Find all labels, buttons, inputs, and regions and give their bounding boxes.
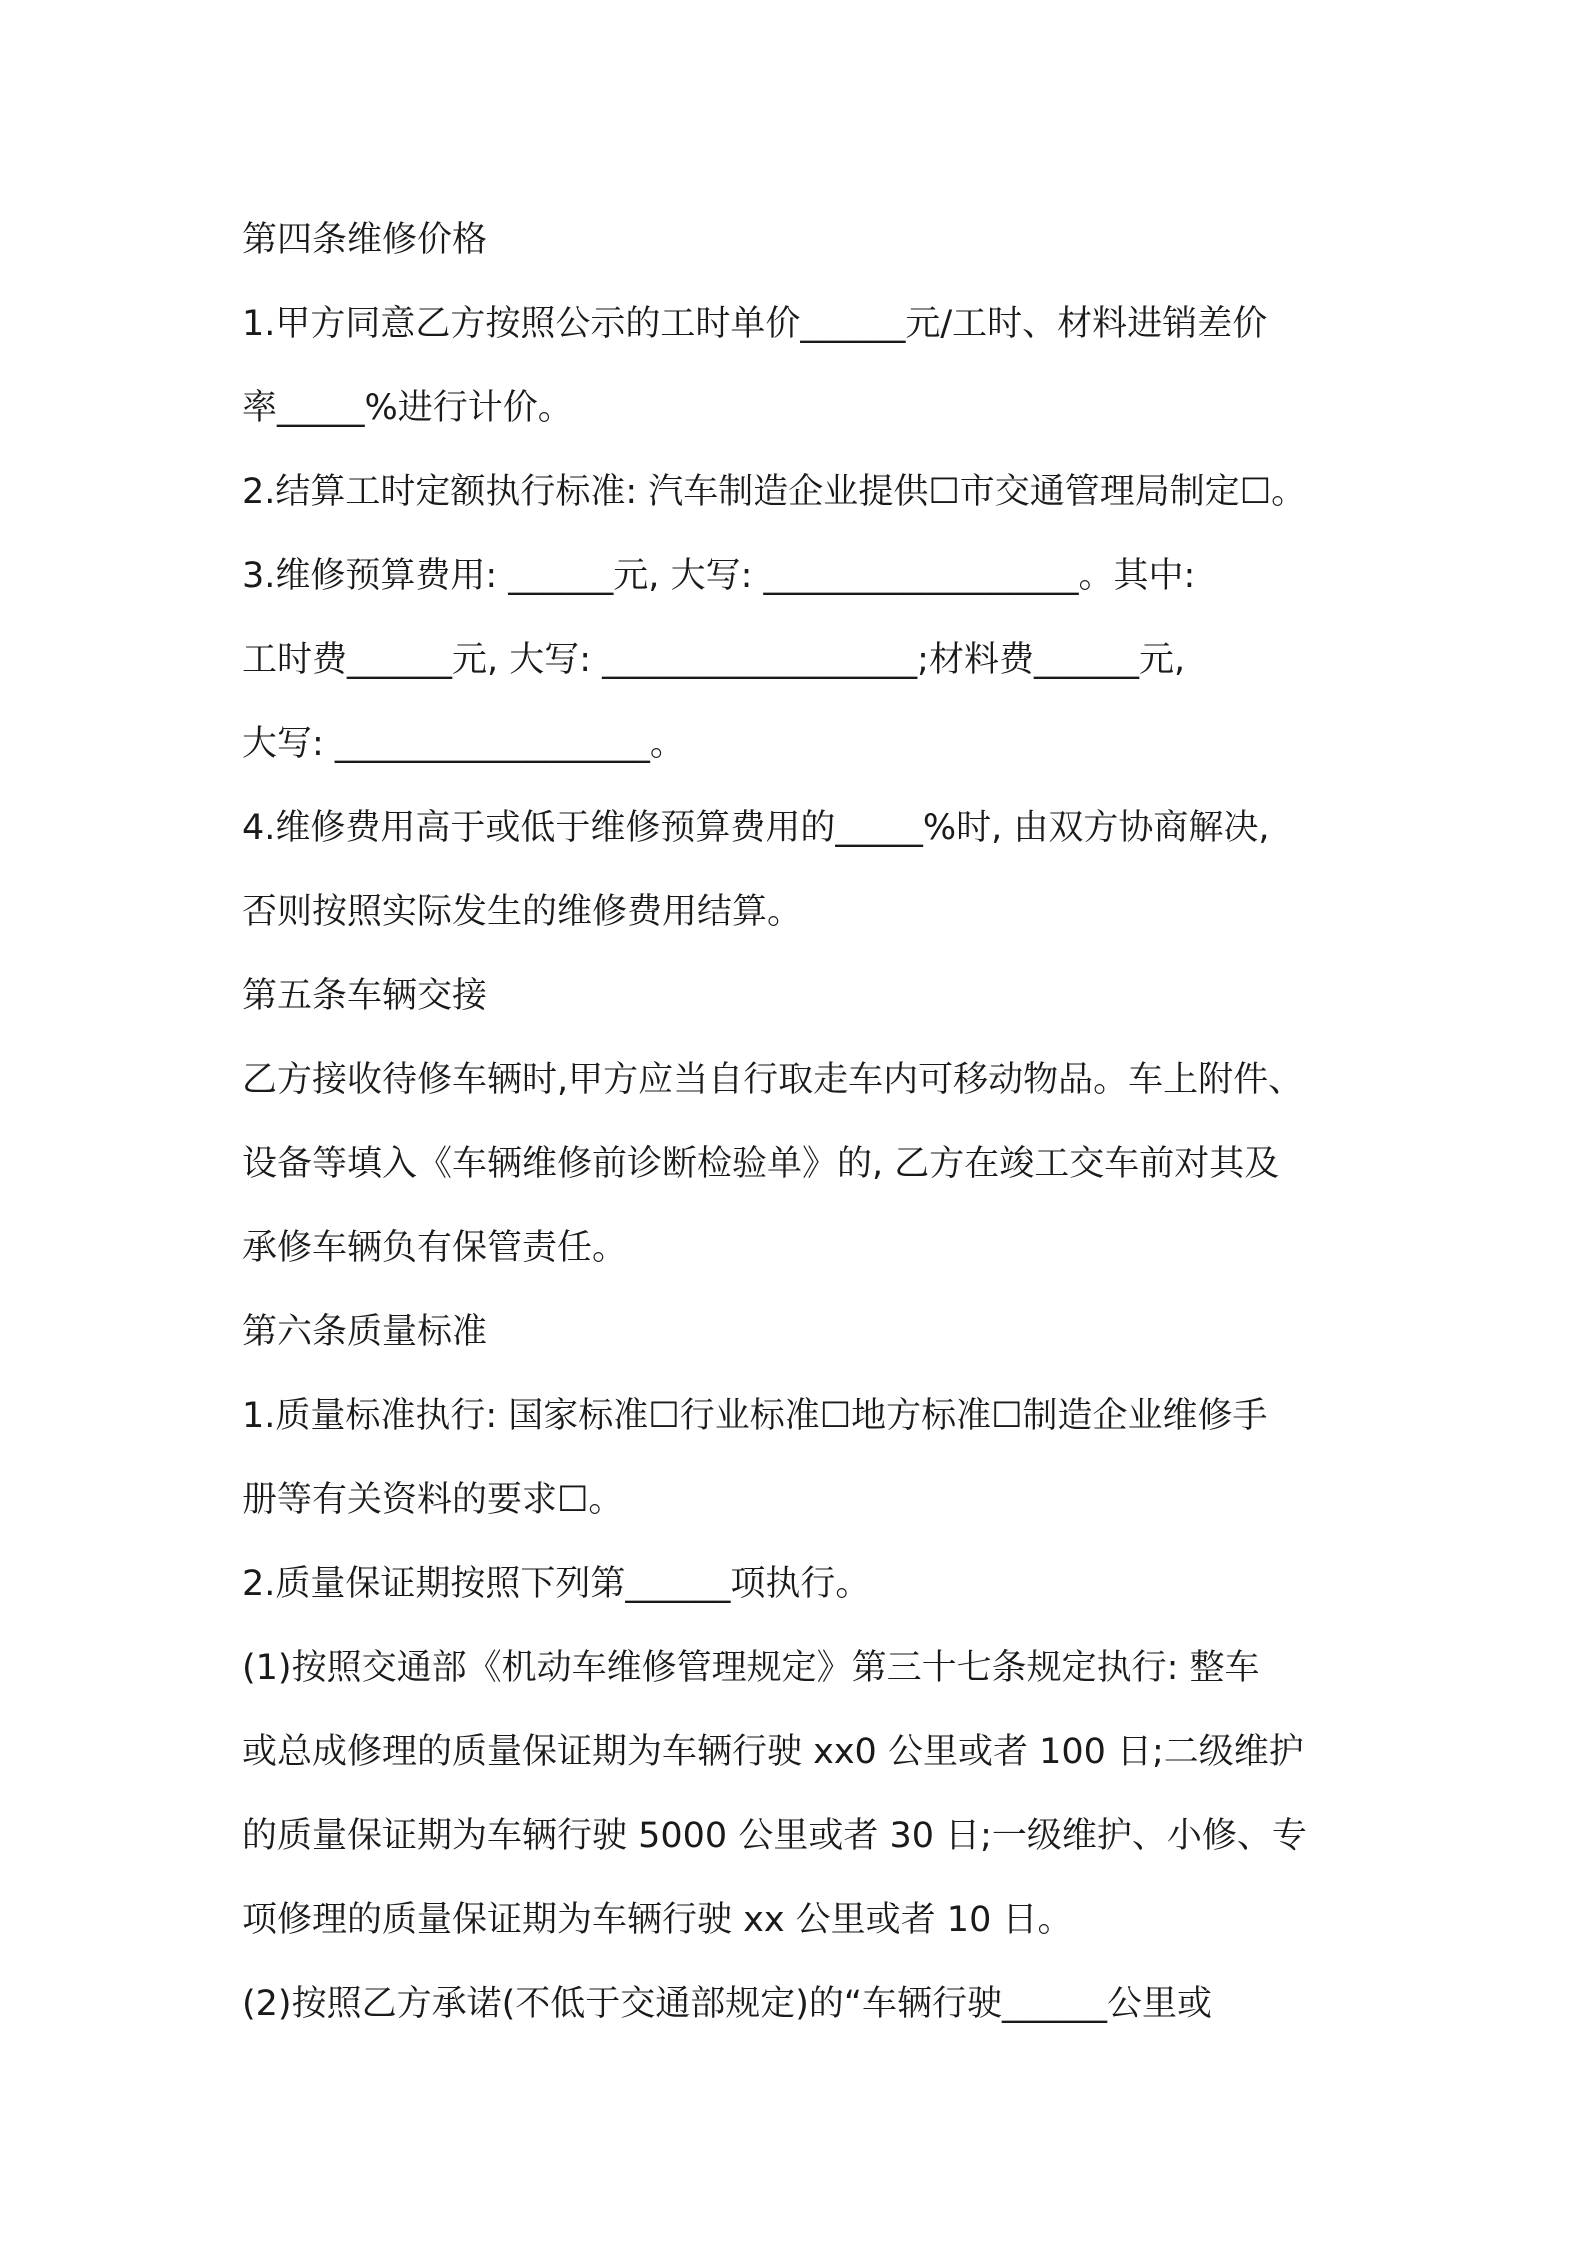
paragraph-line: 设备等填入《车辆维修前诊断检验单》的, 乙方在竣工交车前对其及 xyxy=(242,1144,1280,1184)
paragraph-line: 2.质量保证期按照下列第______项执行。 xyxy=(242,1564,871,1604)
paragraph-line: 否则按照实际发生的维修费用结算。 xyxy=(242,892,803,932)
paragraph-line: 项修理的质量保证期为车辆行驶 xx 公里或者 10 日。 xyxy=(242,1900,1073,1940)
paragraph-line: (2)按照乙方承诺(不低于交通部规定)的“车辆行驶______公里或 xyxy=(242,1984,1213,2024)
section-heading-article-4: 第四条维修价格 xyxy=(242,220,488,260)
document-body xyxy=(242,198,1362,2046)
paragraph-line: 工时费______元, 大写: __________________;材料费______元, xyxy=(242,640,1186,680)
paragraph-line: 1.甲方同意乙方按照公示的工时单价______元/工时、材料进销差价 xyxy=(242,304,1268,344)
paragraph-line: 的质量保证期为车辆行驶 5000 公里或者 30 日;一级维护、小修、专 xyxy=(242,1816,1307,1856)
paragraph-line: 3.维修预算费用: ______元, 大写: __________________。其中: xyxy=(242,556,1196,596)
paragraph-line: 1.质量标准执行: 国家标准☐行业标准☐地方标准☐制造企业维修手 xyxy=(242,1396,1268,1436)
paragraph-line: 4.维修费用高于或低于维修预算费用的_____%时, 由双方协商解决, xyxy=(242,808,1270,848)
section-heading-article-6: 第六条质量标准 xyxy=(242,1312,488,1352)
paragraph-line: 乙方接收待修车辆时,甲方应当自行取走车内可移动物品。车上附件、 xyxy=(242,1060,1304,1100)
section-heading-article-5: 第五条车辆交接 xyxy=(242,976,488,1016)
paragraph-line: 大写: __________________。 xyxy=(242,724,685,764)
paragraph-line: 或总成修理的质量保证期为车辆行驶 xx0 公里或者 100 日;二级维护 xyxy=(242,1732,1304,1772)
paragraph-line: 率_____%进行计价。 xyxy=(242,388,573,428)
paragraph-line: 册等有关资料的要求☐。 xyxy=(242,1480,624,1520)
paragraph-line: 2.结算工时定额执行标准: 汽车制造企业提供☐市交通管理局制定☐。 xyxy=(242,472,1307,512)
paragraph-line: 承修车辆负有保管责任。 xyxy=(242,1228,628,1268)
paragraph-line: (1)按照交通部《机动车维修管理规定》第三十七条规定执行: 整车 xyxy=(242,1648,1260,1688)
